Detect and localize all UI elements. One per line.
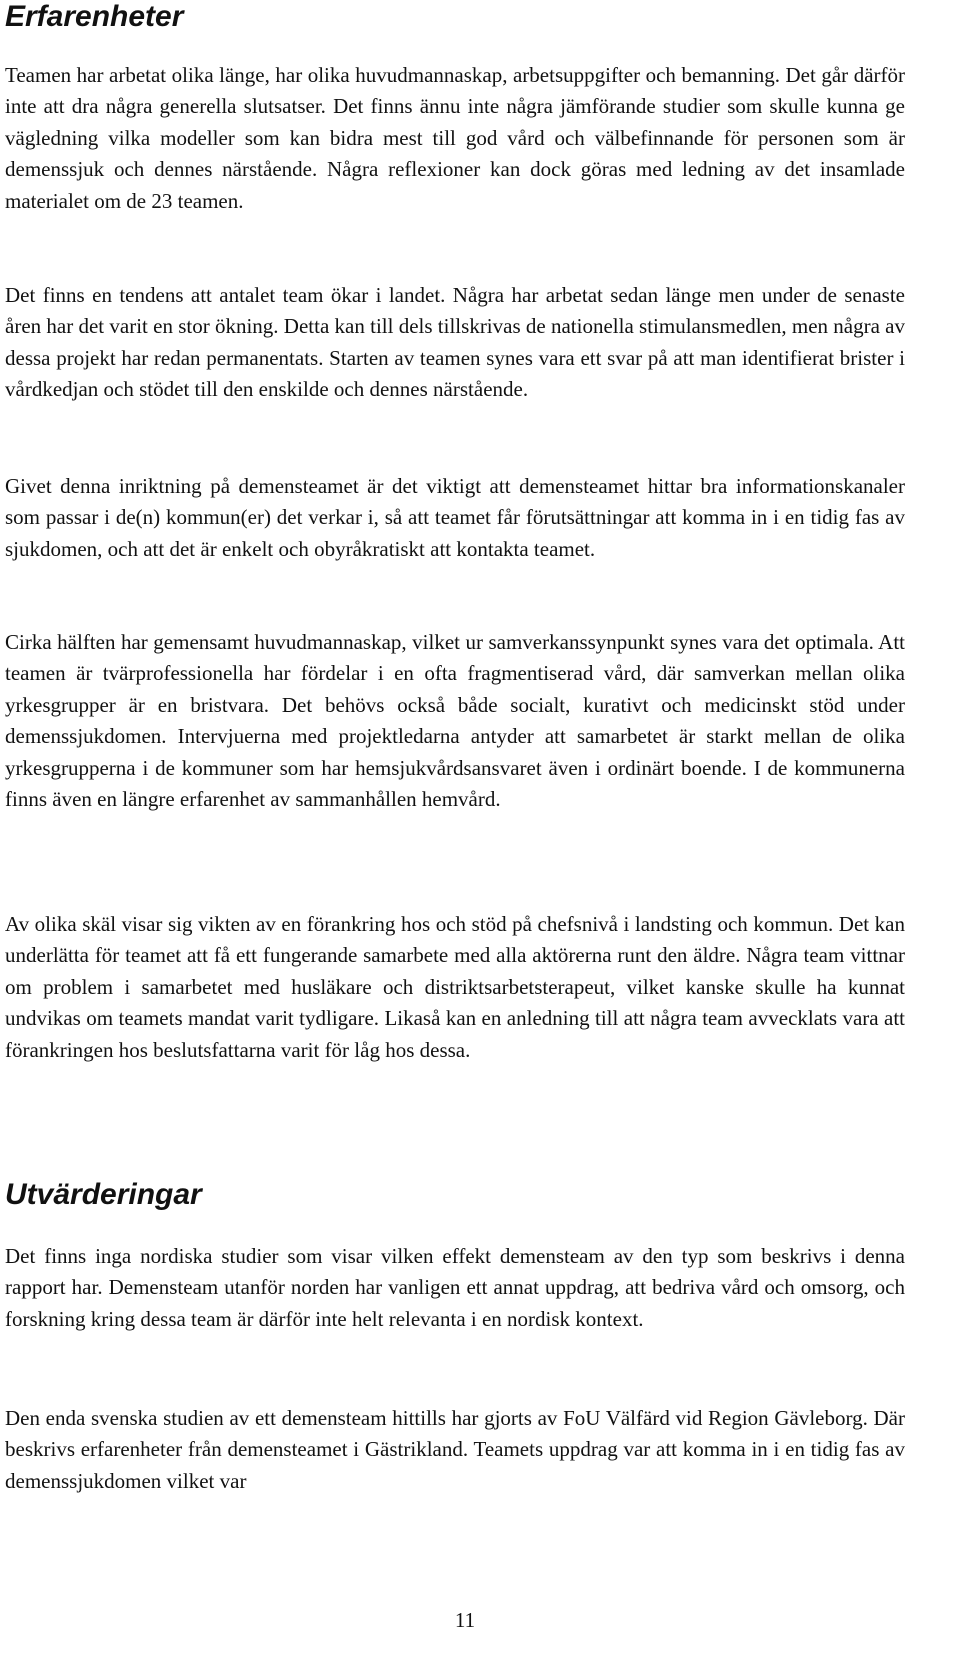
paragraph: Det finns inga nordiska studier som visar vilken effekt demensteam av den typ som beskrivs i denna rapport har. Demensteam utanför norden har vanligen ett annat uppdrag, att bedriva vård och omsorg, och forskning kring dessa team är därför inte helt relevanta i en nordisk kontext. <box>5 1244 905 1331</box>
paragraph: Den enda svenska studien av ett demensteam hittills har gjorts av FoU Välfärd vid Region Gävleborg. Där beskrivs erfarenheter från demensteamet i Gästrikland. Teamets uppdrag var att komma in i en tidig fas av demenssjukdomen vilket var <box>5 1406 905 1493</box>
section-heading-utvarderingar: Utvärderingar <box>5 1178 202 1211</box>
paragraph: Av olika skäl visar sig vikten av en förankring hos och stöd på chefsnivå i landsting och kommun. Det kan underlätta för teamet att få ett fungerande samarbete med alla aktörerna runt den äldre. Några team vittnar om problem i samarbetet med husläkare och distriktsarbetsterapeut, vilket kanske skulle ha kunnat undvikas om teamets mandat varit tydligare. Likaså kan en anledning till att några team avvecklats vara att förankringen hos beslutsfattarna varit för låg hos dessa. <box>5 912 905 1062</box>
paragraph: Teamen har arbetat olika länge, har olika huvudmannaskap, arbetsuppgifter och bemanning. Det går därför inte att dra några generella slutsatser. Det finns ännu inte några jämförande studier som skulle kunna ge vägledning vilka modeller som kan bidra mest till god vård och välbefinnande för personen som är demenssjuk och dennes närstående. Några reflexioner kan dock göras med ledning av det insamlade materialet om de 23 teamen. <box>5 63 905 213</box>
section-heading-erfarenheter: Erfarenheter <box>5 0 184 33</box>
paragraph: Givet denna inriktning på demensteamet är det viktigt att demensteamet hittar bra informationskanaler som passar i de(n) kommun(er) det verkar i, så att teamet får förutsättningar att komma in i en tidig fas av sjukdomen, och att det är enkelt och obyråkratiskt att kontakta teamet. <box>5 474 905 561</box>
page-number: 11 <box>454 1608 476 1632</box>
paragraph: Cirka hälften har gemensamt huvudmannaskap, vilket ur samverkanssynpunkt synes vara det optimala. Att teamen är tvärprofessionella har fördelar i en ofta fragmentiserad vård, där samverkan mellan olika yrkesgrupper är en bristvara. Det behövs också både socialt, kurativt och medicinskt stöd under demenssjukdomen. Intervjuerna med projektledarna antyder att samarbetet är starkt mellan de olika yrkesgrupperna i de kommuner som har hemsjukvårdsansvaret även i ordinärt boende. I de kommunerna finns även en längre erfarenhet av sammanhållen hemvård. <box>5 630 905 812</box>
paragraph: Det finns en tendens att antalet team ökar i landet. Några har arbetat sedan länge men under de senaste åren har det varit en stor ökning. Detta kan till dels tillskrivas de nationella stimulansmedlen, men några av dessa projekt har redan permanentats. Starten av teamen synes vara ett svar på att man identifierat brister i vårdkedjan och stödet till den enskilde och dennes närstående. <box>5 283 905 402</box>
